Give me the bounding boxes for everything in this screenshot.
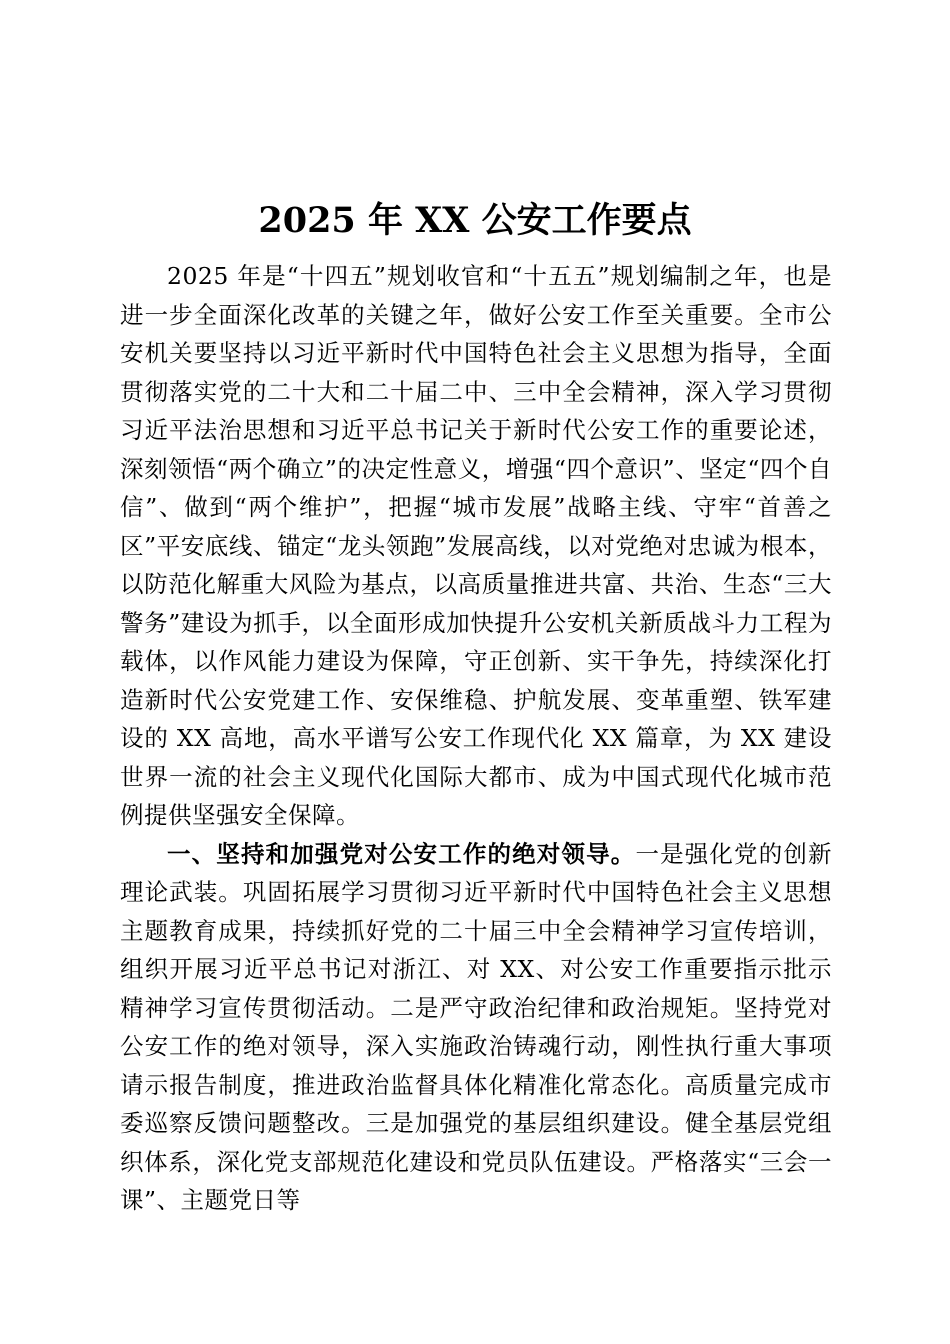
section-one-text: 一是强化党的创新理论武装。巩固拓展学习贯彻习近平新时代中国特色社会主义思想主题教育成果，持续抓好党的二十届三中全会精神学习宣传培训，组织开展习近平总书记对浙江、对 XX、对公安工作重要指示批示精神学习宣传贯彻活动。二是严守政治纪律和政治规矩。坚持党对公安工作的绝对领导，深入实施政治铸魂行动，刚性执行重大事项请示报告制度，推进政治监督具体化精准化常态化。高质量完成市委巡察反馈问题整改。三是加强党的基层组织建设。健全基层党组织体系，深化党支部规范化建设和党员队伍建设。严格落实“三会一课”、主题党日等 <box>120 839 833 1214</box>
intro-paragraph <box>120 257 832 835</box>
document-body <box>120 257 832 1220</box>
section-one-paragraph <box>120 835 832 1220</box>
intro-paragraph-text: 2025 年是“十四五”规划收官和“十五五”规划编制之年，也是进一步全面深化改革的关键之年，做好公安工作至关重要。全市公安机关要坚持以习近平新时代中国特色社会主义思想为指导，全面贯彻落实党的二十大和二十届二中、三中全会精神，深入学习贯彻习近平法治思想和习近平总书记关于新时代公安工作的重要论述，深刻领悟“两个确立”的决定性意义，增强“四个意识”、坚定“四个自信”、做到“两个维护”，把握“城市发展”战略主线、守牢“首善之区”平安底线、锚定“龙头领跑”发展高线，以对党绝对忠诚为根本，以防范化解重大风险为基点，以高质量推进共富、共治、生态“三大警务”建设为抓手，以全面形成加快提升公安机关新质战斗力工程为载体，以作风能力建设为保障，守正创新、实干争先，持续深化打造新时代公安党建工作、安保维稳、护航发展、变革重塑、铁军建设的 XX 高地，高水平谱写公安工作现代化 XX 篇章，为 XX 建设世界一流的社会主义现代化国际大都市、成为中国式现代化城市范例提供坚强安全保障。 <box>120 262 832 829</box>
section-one-heading: 一、坚持和加强党对公安工作的绝对领导。 <box>167 839 636 868</box>
document-title: 2025 年 XX 公安工作要点 <box>258 200 692 241</box>
